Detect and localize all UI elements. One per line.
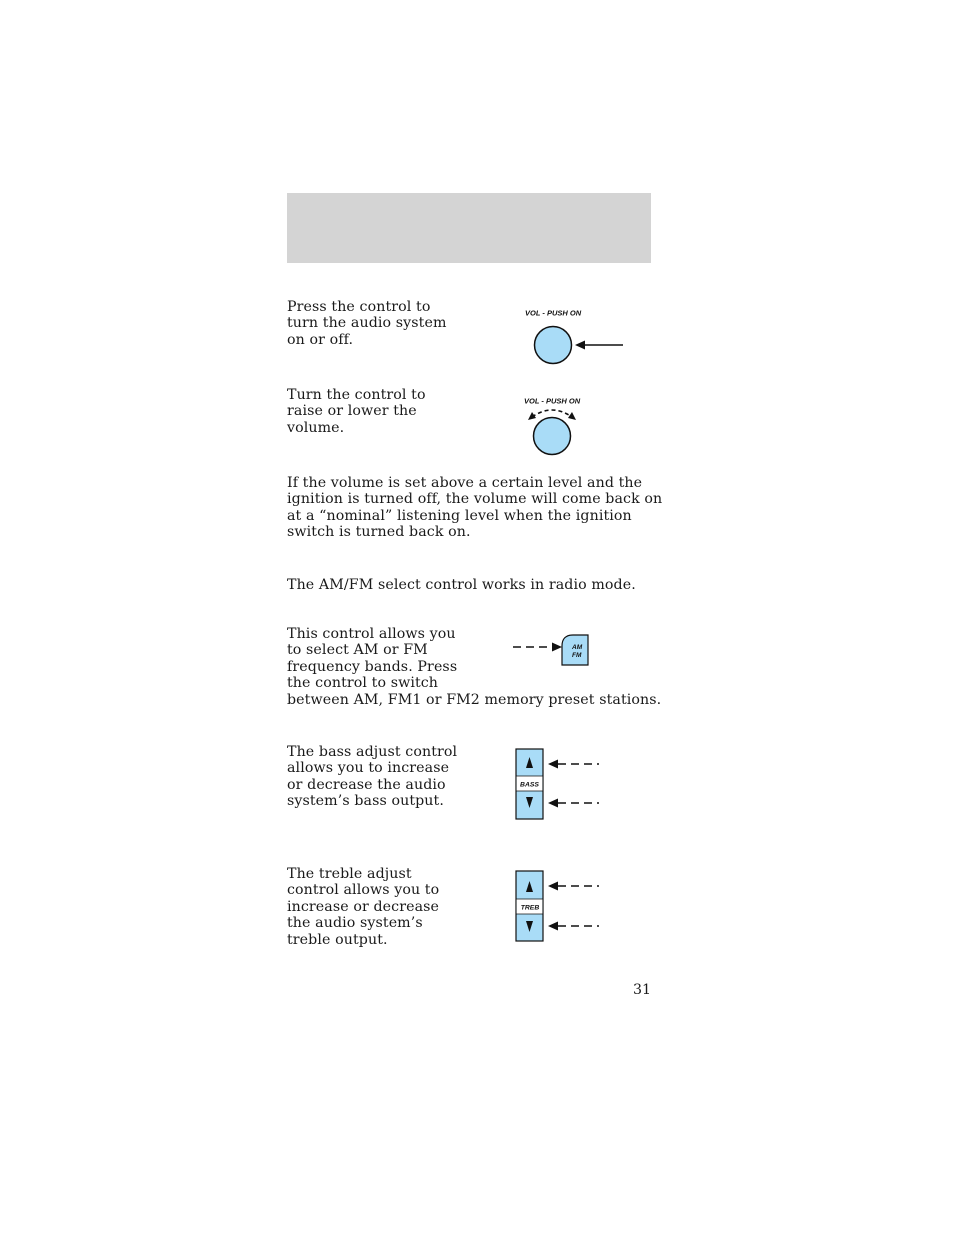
power-instruction-text: Press the control to turn the audio system on or off. [287,299,447,348]
bass-instruction-text: The bass adjust control allows you to increase or decrease the audio system’s bass output. [287,744,458,810]
arrowhead-icon [552,643,562,652]
volume-knob-push-icon [520,305,630,367]
am-fm-instruction-text: This control allows you to select AM or FM frequency bands. Press the control to switch between AM, FM1 or FM2 memory preset stations. [287,626,662,708]
section-header-bar [287,193,651,263]
bass-rocker-icon [515,748,601,822]
am-fm-intro-text: The AM/FM select control works in radio mode. [287,577,636,593]
fm-label: FM [572,652,582,659]
treble-instruction-text: The treble adjust control allows you to increase or decrease the audio system’s treble output. [287,866,440,948]
bass-label: BASS [520,781,539,789]
arrowhead-icon [548,799,558,808]
arrowhead-icon [548,882,558,891]
treble-rocker-icon [515,870,601,944]
arrowhead-icon [548,922,558,931]
am-label: AM [572,644,583,651]
page-number: 31 [632,982,651,998]
am-fm-button-icon [510,632,594,670]
arrowhead-icon [548,760,558,769]
volume-instruction-text: Turn the control to raise or lower the volume. [287,387,426,436]
rotate-arrow-icon [532,410,572,417]
vol-push-on-label: VOL - PUSH ON [524,396,581,406]
arrowhead-right-icon [568,412,576,420]
arrowhead-icon [575,341,585,350]
volume-knob-turn-icon [520,393,630,459]
volume-knob [534,418,571,455]
treble-label: TREB [520,904,540,912]
vol-push-on-label: VOL - PUSH ON [525,308,582,318]
volume-knob [535,327,572,364]
nominal-volume-text: If the volume is set above a certain level and the ignition is turned off, the volume will come back on at a “nominal” listening level when the ignition switch is turned back on. [287,475,663,541]
